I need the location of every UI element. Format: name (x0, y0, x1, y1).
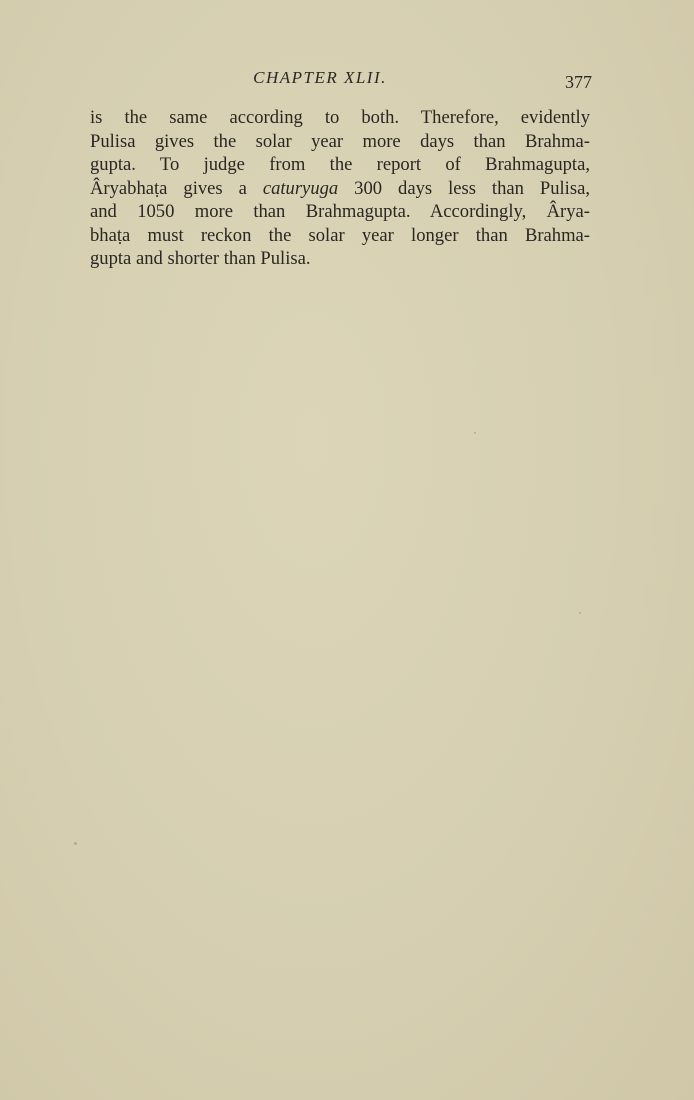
text-line: bhaṭa must reckon the solar year longer than Brahma- (90, 224, 590, 246)
text-segment: 300 days less than Pulisa, (338, 177, 590, 199)
paper-speck (579, 612, 581, 614)
text-line: and 1050 more than Brahmagupta. Accordingly, Ârya- (90, 201, 590, 222)
italic-term: caturyuga (262, 177, 339, 199)
paper-speck (474, 432, 476, 434)
running-head (0, 68, 694, 96)
page-number: 377 (565, 72, 592, 92)
text-line (90, 177, 590, 201)
text-line: gupta. To judge from the report of Brahmagupta, (90, 154, 590, 175)
text-line: gupta and shorter than Pulisa. (90, 248, 311, 269)
body-paragraph (90, 106, 590, 271)
text-line: is the same according to both. Therefore, evidently (90, 107, 590, 128)
paper-speck (74, 842, 77, 845)
text-segment: Âryabhaṭa gives a (90, 177, 263, 199)
text-line: Pulisa gives the solar year more days than Brahma- (90, 130, 590, 152)
chapter-title: CHAPTER XLII. (253, 68, 387, 87)
